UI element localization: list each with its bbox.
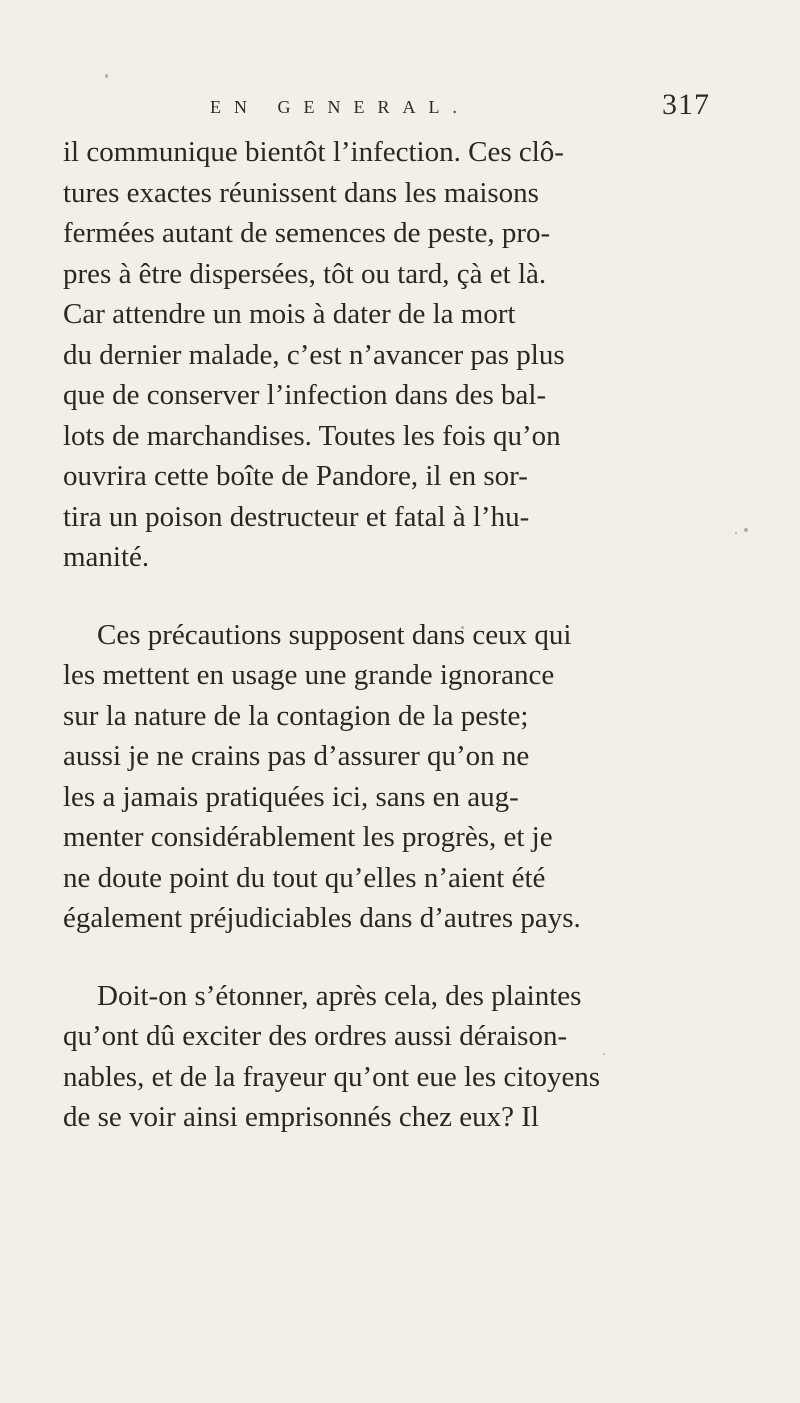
text-line: manité. — [63, 541, 150, 573]
text-line: menter considérablement les progrès, et je — [63, 821, 553, 853]
text-line: ne doute point du tout qu’elles n’aient été — [63, 861, 546, 894]
text-line: tures exactes réunissent dans les maisons — [63, 176, 539, 209]
text-line: ouvrira cette boîte de Pandore, il en sor- — [63, 460, 528, 492]
paper-speck — [105, 74, 108, 78]
text-line: il communique bientôt l’infection. Ces clô- — [63, 136, 564, 168]
page-number: 317 — [662, 88, 710, 121]
paragraph-1 — [63, 132, 753, 578]
text-line: pres à être dispersées, tôt ou tard, çà et là. — [63, 257, 547, 290]
text-line: également préjudiciables dans d’autres pays. — [63, 902, 581, 934]
text-line: les mettent en usage une grande ignorance — [63, 659, 555, 691]
text-line: aussi je ne crains pas d’assurer qu’on ne — [63, 740, 530, 772]
text-line: les a jamais pratiquées ici, sans en aug- — [63, 780, 519, 813]
text-line: qu’ont dû exciter des ordres aussi déraison- — [63, 1020, 568, 1052]
text-line: lots de marchandises. Toutes les fois qu’on — [63, 419, 561, 452]
page-header — [210, 88, 710, 130]
body-text — [63, 132, 753, 1138]
text-line: de se voir ainsi emprisonnés chez eux? Il — [63, 1101, 539, 1133]
paragraph-2 — [63, 615, 753, 939]
text-line: Car attendre un mois à dater de la mort — [63, 298, 516, 330]
paragraph-3 — [63, 976, 753, 1138]
text-line: fermées autant de semences de peste, pro- — [63, 217, 551, 249]
text-line: sur la nature de la contagion de la peste; — [63, 699, 529, 732]
text-line: nables, et de la frayeur qu’ont eue les citoyens — [63, 1060, 601, 1093]
running-head: EN GENERAL. — [210, 97, 470, 117]
text-line: que de conserver l’infection dans des bal- — [63, 379, 547, 411]
text-line: tira un poison destructeur et fatal à l’hu- — [63, 500, 530, 533]
text-line: Doit-on s’étonner, après cela, des plaintes — [97, 979, 582, 1012]
text-line: du dernier malade, c’est n’avancer pas plus — [63, 338, 565, 371]
text-line: Ces précautions supposent dans ceux qui — [97, 618, 572, 651]
